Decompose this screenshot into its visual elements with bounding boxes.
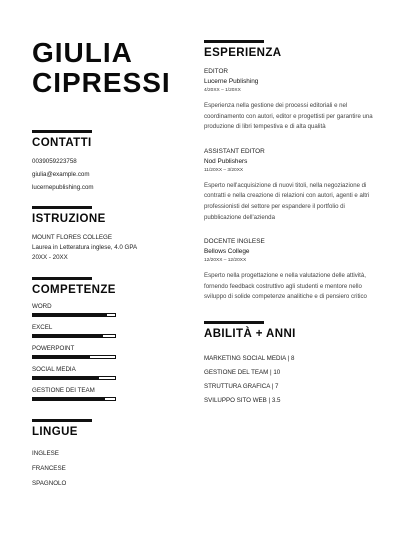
section-rule (204, 40, 264, 43)
ability-item: SVILUPPO SITO WEB | 3.5 (204, 396, 281, 404)
skill-item (32, 365, 182, 380)
ability-item: GESTIONE DEL TEAM | 10 (204, 368, 281, 376)
ability-item: STRUTTURA GRAFICA | 7 (204, 382, 279, 390)
job-entry (204, 67, 374, 133)
contact-website[interactable]: lucernepublishing.com (32, 184, 94, 191)
skills-title: COMPETENZE (32, 284, 116, 296)
left-column (32, 38, 182, 491)
first-name: GIULIA (32, 37, 133, 68)
experience-section (204, 40, 374, 303)
skills-section (32, 277, 182, 401)
skill-label: WORD (32, 303, 52, 310)
education-school: MOUNT FLORES COLLEGE (32, 234, 112, 241)
ability-item: MARKETING SOCIAL MEDIA | 8 (204, 354, 295, 362)
section-rule (204, 321, 264, 324)
skill-level-bar (32, 397, 116, 401)
section-rule (32, 419, 92, 422)
languages-section (32, 419, 182, 491)
job-entry (204, 147, 374, 223)
job-description: Esperto nella progettazione e nella valutazione delle attività, fornendo feedback costruttivo agli studenti e mentore nello sviluppo di solide competenze analitiche e di pensiero critico (204, 272, 367, 301)
job-description: Esperienza nella gestione dei processi editoriali e nel coordinamento con autori, editor e progettisti per garantire una produzione di libri tempestiva e di alta qualità (204, 102, 373, 131)
contact-email[interactable]: giulia@example.com (32, 171, 90, 178)
job-role: ASSISTANT EDITOR (204, 147, 265, 155)
resume-name (32, 38, 182, 98)
language-item: INGLESE (32, 450, 59, 457)
job-entry (204, 237, 374, 303)
abilities-section (204, 321, 374, 408)
section-rule (32, 130, 92, 133)
job-company: Nod Publishers (204, 157, 248, 165)
skill-label: POWERPOINT (32, 345, 75, 352)
section-rule (32, 277, 92, 280)
skill-level-bar (32, 376, 116, 380)
job-company: Bellows College (204, 248, 250, 256)
skill-level-fill (33, 377, 99, 379)
contact-phone: 0039059223758 (32, 158, 77, 165)
job-description: Esperto nell'acquisizione di nuovi titoli, nella negoziazione di contratti e nella creazione di relazioni con autori, agenti e altri professionisti del settore per espandere il portfolio di pubblicazione dell'azienda (204, 181, 370, 221)
skill-item (32, 302, 182, 317)
skill-level-fill (33, 398, 105, 400)
education-degree: Laurea in Letteratura inglese, 4.0 GPA (32, 244, 138, 251)
education-title: ISTRUZIONE (32, 213, 106, 225)
abilities-title: ABILITÀ + ANNI (204, 327, 296, 340)
last-name: CIPRESSI (32, 67, 171, 98)
language-item: SPAGNOLO (32, 480, 67, 487)
job-role: DOCENTE INGLESE (204, 238, 265, 246)
language-item: FRANCESE (32, 465, 66, 472)
contacts-section (32, 130, 182, 194)
skill-label: GESTIONE DEI TEAM (32, 387, 95, 394)
education-dates: 20XX - 20XX (32, 254, 68, 261)
job-dates: 12/20XX – 12/20XX (204, 258, 247, 264)
education-section (32, 206, 182, 263)
job-company: Lucerne Publishing (204, 78, 259, 85)
job-dates: 4/20XX – 1/20XX (204, 88, 241, 93)
skill-item (32, 323, 182, 338)
experience-title: ESPERIENZA (204, 47, 282, 59)
skill-label: SOCIAL MEDIA (32, 366, 76, 373)
contacts-title: CONTATTI (32, 137, 92, 149)
skill-level-bar (32, 313, 116, 317)
skill-item (32, 344, 182, 359)
languages-title: LINGUE (32, 426, 78, 438)
skill-level-bar (32, 355, 116, 359)
skill-item (32, 386, 182, 401)
section-rule (32, 206, 92, 209)
job-dates: 11/20XX – 3/20XX (204, 167, 244, 173)
skill-label: EXCEL (32, 324, 53, 331)
skill-level-fill (33, 314, 107, 316)
right-column (204, 40, 374, 408)
skill-level-fill (33, 356, 90, 358)
skill-level-fill (33, 335, 103, 337)
job-role: EDITOR (204, 68, 229, 75)
skill-level-bar (32, 334, 116, 338)
